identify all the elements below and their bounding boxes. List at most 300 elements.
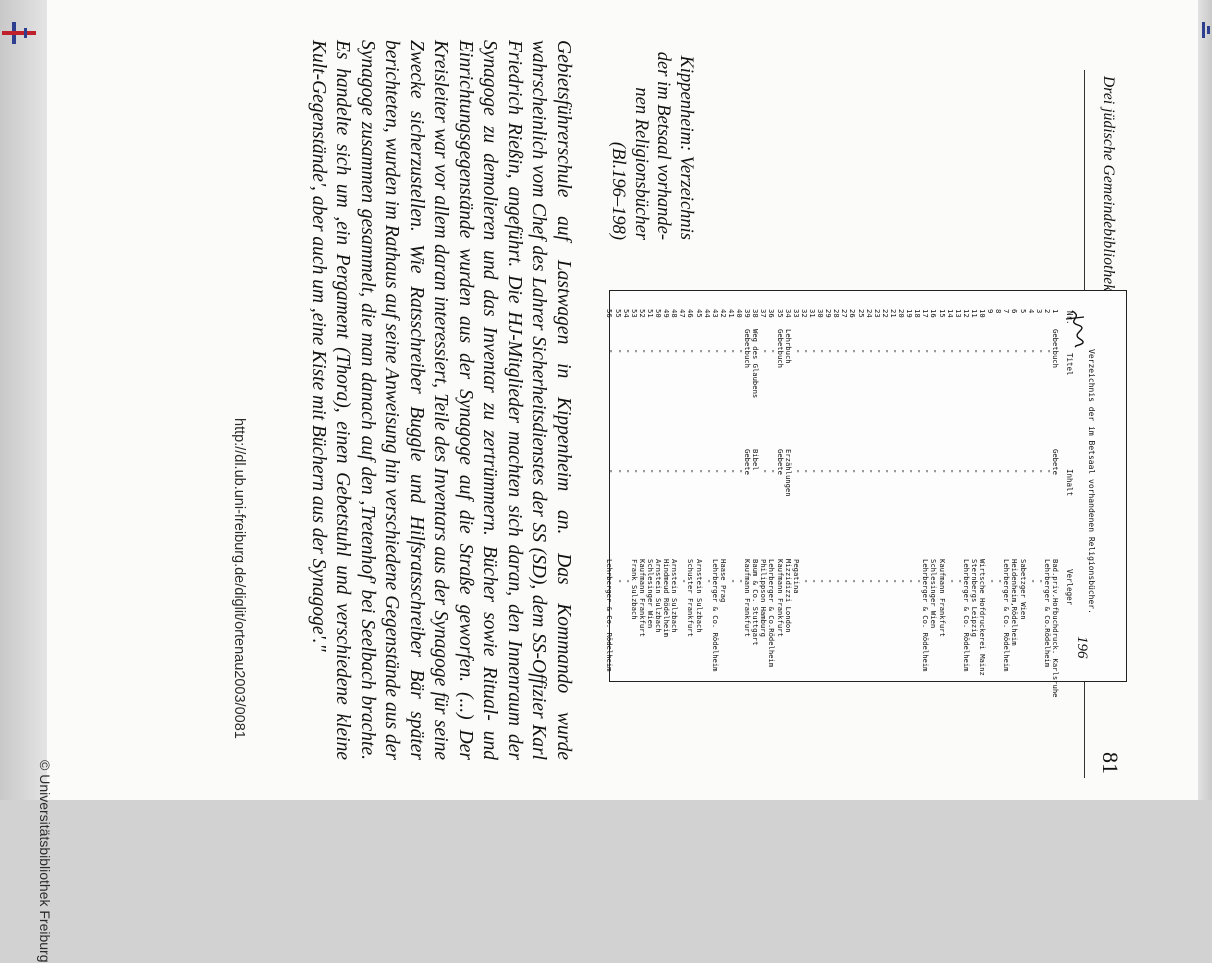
row-publisher: Baum & Co. Stuttgart	[751, 559, 761, 646]
caption-line: nen Religionsbücher	[631, 87, 651, 240]
row-number: 25	[856, 309, 866, 318]
list-row	[889, 291, 898, 681]
row-content: Gebete	[743, 449, 753, 475]
list-row	[783, 291, 792, 681]
row-content: "	[994, 469, 1004, 475]
list-row	[1018, 291, 1027, 681]
row-content: "	[929, 469, 939, 475]
row-publisher: Pegatina	[791, 559, 801, 594]
list-row	[848, 291, 857, 681]
list-row	[727, 291, 736, 681]
row-number: 6	[1010, 309, 1020, 314]
list-row	[735, 291, 744, 681]
row-publisher: "	[840, 579, 850, 585]
list-row	[605, 291, 614, 681]
row-publisher: "	[905, 579, 915, 585]
row-content: "	[848, 469, 858, 475]
row-content: "	[1002, 469, 1012, 475]
list-row	[824, 291, 833, 681]
row-content: "	[662, 469, 672, 475]
row-content: "	[986, 469, 996, 475]
row-number: 34	[783, 309, 793, 318]
list-row	[630, 291, 639, 681]
previous-page-icon[interactable]	[2, 22, 36, 46]
row-title: Gebetbuch	[1051, 329, 1060, 368]
row-publisher: "	[872, 579, 882, 585]
row-number: 28	[832, 309, 842, 318]
row-publisher: Arnstein Sulzbach	[670, 559, 680, 633]
list-row	[662, 291, 671, 681]
row-number: 39	[743, 309, 753, 318]
list-row	[881, 291, 890, 681]
row-publisher: Schlesinger Wien	[646, 559, 655, 629]
row-content: "	[759, 469, 769, 475]
row-number: 3	[1034, 309, 1044, 314]
row-number: 31	[808, 309, 817, 318]
list-row	[856, 291, 865, 681]
row-number: 50	[654, 309, 664, 318]
list-row	[937, 291, 946, 681]
row-publisher: "	[864, 579, 874, 585]
row-title: "	[856, 349, 866, 355]
row-content: "	[1026, 469, 1036, 475]
row-publisher: Lehrberger & Co. Rödelheim	[961, 559, 971, 672]
row-title: "	[678, 349, 688, 355]
list-row	[1026, 291, 1035, 681]
list-row	[808, 291, 817, 681]
page-number: 81	[1098, 752, 1123, 774]
row-title: "	[662, 349, 672, 355]
row-title: "	[929, 349, 939, 355]
row-content: "	[872, 469, 882, 475]
row-publisher: "	[1026, 579, 1036, 585]
row-title: "	[913, 349, 923, 355]
row-publisher: "	[808, 579, 817, 585]
row-title: "	[889, 349, 898, 355]
row-number: 23	[872, 309, 882, 318]
row-number: 51	[646, 309, 655, 318]
row-title: "	[970, 349, 979, 355]
row-content: "	[840, 469, 850, 475]
row-title: "	[1042, 349, 1052, 355]
row-title: "	[1002, 349, 1012, 355]
row-title: "	[621, 349, 631, 355]
row-number: 24	[864, 309, 874, 318]
copyright-notice: © Universitätsbibliothek Freiburg	[37, 760, 53, 963]
row-publisher: Philippson Hamburg	[759, 559, 769, 637]
list-row	[954, 291, 963, 681]
row-title: "	[864, 349, 874, 355]
row-publisher: Lehrberger & Co. Rödelheim	[1002, 559, 1012, 672]
row-publisher: "	[994, 579, 1004, 585]
row-title: "	[605, 349, 615, 355]
row-number: 56	[605, 309, 615, 318]
row-number: 41	[727, 309, 736, 318]
row-content: Gebete	[775, 449, 785, 475]
row-title: "	[872, 349, 882, 355]
row-number: 54	[621, 309, 631, 318]
row-content: "	[727, 469, 736, 475]
row-title: Weg des Glaubens	[751, 329, 761, 399]
facsimile-list	[605, 290, 1127, 698]
row-content: "	[654, 469, 664, 475]
body-paragraph: Gebietsführerschule auf Lastwagen in Kippenheim an. Das Kommando wurde wahrscheinlich vom Chef des Lahrer Sicherheitsdienstes der SS (SD), dem SS-Offizier Karl Friedrich Rießin, angeführt. Die HJ-Mitglieder machten sich daran, den Innenraum der Synagoge zu demolieren und das Inventar zu zertrümmern. Bücher sowie Ritual- und Einrichtungsgegenstände wurden aus der Synagoge auf die Straße geworfen. (...) Der Kreisleiter war vor allem daran interessiert, Teile des Inventars aus der Synagoge für seine Zwecke sicherzustellen. Wie Ratsschreiber Buggle und Hilfsratsschreiber Bär später berichteten, wurden im Rathaus auf seine Anweisung hin verschiedene Gegenstände aus der Synagoge zusammen gesammelt, die man danach auf den ,Tretenhof' bei Seelbach brachte. Es handelte sich um ,ein Pergament (Thora), einen Gebetstuhl und verschiedene kleine Kult-Gegenstände', aber auch um ,eine Kiste mit Büchern aus der Synagoge'."	[308, 40, 574, 760]
row-title: "	[994, 349, 1004, 355]
row-content: Bibel	[751, 449, 761, 471]
row-number: 9	[986, 309, 996, 314]
figure-caption	[607, 40, 697, 240]
row-content: "	[1010, 469, 1020, 475]
row-publisher: Wirtsche Hofdruckerei Mainz	[978, 559, 988, 676]
row-content: "	[856, 469, 866, 475]
row-content: "	[637, 469, 647, 475]
row-title: "	[727, 349, 736, 355]
row-content: "	[978, 469, 988, 475]
row-number: 22	[880, 309, 890, 318]
row-publisher: Kaufmann Frankfurt	[637, 559, 647, 637]
row-publisher: Lehrberger & Co.Rödelheim	[767, 559, 777, 668]
row-number: 8	[994, 309, 1004, 314]
row-publisher: Mizzidizzi London	[783, 559, 793, 633]
row-publisher: "	[913, 579, 923, 585]
row-title: "	[629, 349, 639, 355]
row-content: "	[670, 469, 680, 475]
row-publisher: Haase Prag	[718, 559, 728, 603]
list-row	[694, 291, 703, 681]
row-number: 13	[953, 309, 963, 318]
row-publisher: "	[856, 579, 866, 585]
row-title: "	[921, 349, 931, 355]
row-content: "	[702, 469, 712, 475]
row-title: "	[937, 349, 947, 355]
list-row	[1043, 291, 1052, 681]
row-content: "	[864, 469, 874, 475]
row-content: "	[880, 469, 890, 475]
row-publisher: "	[848, 579, 858, 585]
row-content: "	[629, 469, 639, 475]
row-title: "	[1026, 349, 1036, 355]
row-number: 2	[1042, 309, 1052, 314]
list-row	[962, 291, 971, 681]
caption-line: Kippenheim: Verzeichnis	[676, 55, 696, 240]
row-title: "	[808, 349, 817, 355]
row-publisher: "	[889, 579, 898, 585]
row-content: "	[799, 469, 809, 475]
row-title: "	[816, 349, 826, 355]
row-publisher: Schlesinger Wien	[929, 559, 939, 629]
list-row	[654, 291, 663, 681]
row-publisher: "	[953, 579, 963, 585]
row-publisher: "	[897, 579, 907, 585]
list-row	[678, 291, 687, 681]
row-publisher: Frank Sulzbach	[629, 559, 639, 620]
row-title: "	[767, 349, 777, 355]
row-publisher: "	[727, 579, 736, 585]
row-title: "	[637, 349, 647, 355]
row-content: "	[953, 469, 963, 475]
row-content: "	[686, 469, 696, 475]
row-number: 16	[929, 309, 939, 318]
row-content: "	[905, 469, 915, 475]
row-number: 30	[816, 309, 826, 318]
row-title: "	[710, 349, 720, 355]
row-content: "	[937, 469, 947, 475]
row-title: "	[848, 349, 858, 355]
row-title: "	[686, 349, 696, 355]
list-row	[702, 291, 711, 681]
caption-line: der im Betsaal vorhande-	[653, 51, 674, 240]
row-content: Gebete	[1051, 449, 1060, 475]
row-number: 11	[970, 309, 979, 318]
row-number: 26	[848, 309, 858, 318]
row-number: 14	[945, 309, 955, 318]
row-publisher: Kaufmann Frankfurt	[775, 559, 785, 637]
row-content: "	[1034, 469, 1044, 475]
row-publisher: "	[880, 579, 890, 585]
list-row	[751, 291, 760, 681]
row-number: 4	[1026, 309, 1036, 314]
row-content: "	[889, 469, 898, 475]
row-content: "	[613, 469, 623, 475]
list-row	[840, 291, 849, 681]
row-publisher: "	[986, 579, 996, 585]
row-content: "	[694, 469, 704, 475]
list-row	[832, 291, 841, 681]
list-row	[792, 291, 801, 681]
row-number: 55	[613, 309, 623, 318]
row-publisher: Lehrberger & Co.Rödelheim	[1042, 559, 1052, 668]
row-title: "	[654, 349, 664, 355]
row-title: "	[961, 349, 971, 355]
row-content: "	[1018, 469, 1028, 475]
list-row	[711, 291, 720, 681]
row-number: 37	[759, 309, 769, 318]
row-publisher: Sternbergs Leipzig	[970, 559, 979, 637]
row-content: "	[832, 469, 842, 475]
row-publisher: "	[824, 579, 834, 585]
row-number: 36	[767, 309, 777, 318]
row-title: "	[897, 349, 907, 355]
list-row	[800, 291, 809, 681]
row-content: "	[816, 469, 826, 475]
list-row	[621, 291, 630, 681]
rotated-page-content	[71, 24, 1131, 784]
scanned-page	[37, 0, 1198, 963]
row-publisher: Hindmeud Rödelheim	[662, 559, 672, 637]
row-number: 32	[799, 309, 809, 318]
row-title: Gebetbuch	[743, 329, 753, 368]
row-title: "	[1010, 349, 1020, 355]
caption-line: (Bl.196–198)	[608, 141, 629, 240]
row-publisher: Lehrberger & Co. Rödelheim	[710, 559, 720, 672]
viewer-left-strip	[0, 0, 47, 800]
row-content: "	[961, 469, 971, 475]
list-row	[638, 291, 647, 681]
row-content: "	[735, 469, 745, 475]
list-row	[986, 291, 995, 681]
row-title: "	[791, 349, 801, 355]
row-number: 12	[961, 309, 971, 318]
row-publisher: Bad.priv.Hofbuchdruck. Karlsruhe	[1051, 559, 1060, 698]
row-number: 46	[686, 309, 696, 318]
row-number: 44	[702, 309, 712, 318]
viewer-right-strip	[1198, 0, 1212, 800]
list-row	[921, 291, 930, 681]
row-publisher: Lehrberger & Co. Rödelheim	[605, 559, 615, 672]
row-title: "	[832, 349, 842, 355]
row-title: "	[694, 349, 704, 355]
row-title: "	[718, 349, 728, 355]
list-row	[719, 291, 728, 681]
list-row	[864, 291, 873, 681]
row-number: 15	[937, 309, 947, 318]
row-content: "	[1042, 469, 1052, 475]
list-row	[767, 291, 776, 681]
row-number: 1	[1051, 309, 1060, 314]
row-publisher: Arnstein Sulzbach	[694, 559, 704, 633]
row-publisher: Arnstein Sulzbach	[654, 559, 664, 633]
row-content: "	[897, 469, 907, 475]
row-number: 38	[751, 309, 761, 318]
row-number: 33	[791, 309, 801, 318]
row-title: "	[799, 349, 809, 355]
row-title: "	[759, 349, 769, 355]
list-row	[994, 291, 1003, 681]
row-title: Gebetbuch	[775, 329, 785, 368]
row-title: "	[702, 349, 712, 355]
list-row	[743, 291, 752, 681]
list-row	[1035, 291, 1044, 681]
row-content: "	[970, 469, 979, 475]
row-number: 7	[1002, 309, 1012, 314]
row-number: 47	[678, 309, 688, 318]
row-content: "	[921, 469, 931, 475]
row-content: "	[808, 469, 817, 475]
row-publisher: "	[1034, 579, 1044, 585]
list-row	[1010, 291, 1019, 681]
column-header-nr: Nr.	[1065, 311, 1074, 325]
row-number: 42	[718, 309, 728, 318]
list-row	[775, 291, 784, 681]
row-content: "	[913, 469, 923, 475]
row-publisher: "	[621, 579, 631, 585]
row-number: 52	[637, 309, 647, 318]
row-content: Erzählungen	[783, 449, 793, 497]
row-number: 19	[905, 309, 915, 318]
column-header-title: Titel	[1065, 353, 1074, 376]
list-row	[945, 291, 954, 681]
row-number: 5	[1018, 309, 1028, 314]
list-row	[613, 291, 622, 681]
row-title: "	[840, 349, 850, 355]
row-title: "	[905, 349, 915, 355]
row-publisher: "	[816, 579, 826, 585]
row-content: "	[646, 469, 655, 475]
list-heading: Verzeichnis der im Betsaal vorhandenen Religionsbücher.	[1087, 349, 1096, 614]
row-publisher: Schuster Frankfurt	[686, 559, 696, 637]
list-row	[686, 291, 695, 681]
row-title: "	[986, 349, 996, 355]
row-publisher: "	[613, 579, 623, 585]
body-text	[306, 40, 576, 760]
list-row	[905, 291, 914, 681]
row-content: "	[767, 469, 777, 475]
row-content: "	[791, 469, 801, 475]
row-title: "	[646, 349, 655, 355]
row-number: 43	[710, 309, 720, 318]
row-title: "	[1034, 349, 1044, 355]
row-title: "	[880, 349, 890, 355]
list-row	[929, 291, 938, 681]
list-row	[646, 291, 655, 681]
row-number: 10	[978, 309, 988, 318]
row-number: 17	[921, 309, 931, 318]
row-title: "	[613, 349, 623, 355]
list-row	[970, 291, 979, 681]
row-number: 49	[662, 309, 672, 318]
list-row	[978, 291, 987, 681]
row-publisher: "	[945, 579, 955, 585]
row-content: "	[718, 469, 728, 475]
list-row	[873, 291, 882, 681]
row-number: 35	[775, 309, 785, 318]
row-number: 53	[629, 309, 639, 318]
column-header-content: Inhalt	[1065, 469, 1074, 497]
row-title: "	[670, 349, 680, 355]
row-title: "	[978, 349, 988, 355]
row-publisher: Kaufmann Frankfurt	[937, 559, 947, 637]
row-content: "	[710, 469, 720, 475]
row-publisher: "	[799, 579, 809, 585]
row-title: "	[953, 349, 963, 355]
row-title: "	[945, 349, 955, 355]
next-page-icon[interactable]	[1200, 22, 1210, 40]
list-page-mark: 196	[1074, 636, 1090, 659]
row-content: "	[621, 469, 631, 475]
source-url[interactable]: http://dl.ub.uni-freiburg.de/diglit/ortenau2003/0081	[231, 418, 247, 739]
row-number: 40	[735, 309, 745, 318]
row-content: "	[605, 469, 615, 475]
row-publisher: "	[735, 579, 745, 585]
row-number: 18	[913, 309, 923, 318]
row-content: "	[824, 469, 834, 475]
row-content: "	[945, 469, 955, 475]
list-row	[1051, 291, 1060, 698]
row-title: "	[735, 349, 745, 355]
row-number: 29	[824, 309, 834, 318]
list-row	[759, 291, 768, 681]
list-row	[897, 291, 906, 681]
list-row	[816, 291, 825, 681]
row-title: "	[824, 349, 834, 355]
row-content: "	[678, 469, 688, 475]
row-publisher: Kaufmann Frankfurt	[743, 559, 753, 637]
row-number: 48	[670, 309, 680, 318]
row-publisher: Sabetzger Wien	[1018, 559, 1028, 620]
row-publisher: "	[702, 579, 712, 585]
row-number: 45	[694, 309, 704, 318]
row-publisher: Lehrberger & Co. Rödelheim	[921, 559, 931, 672]
column-header-publisher: Verleger	[1065, 569, 1074, 606]
list-row	[913, 291, 922, 681]
list-row	[670, 291, 679, 681]
row-title: "	[1018, 349, 1028, 355]
row-number: 21	[889, 309, 898, 318]
row-publisher: "	[832, 579, 842, 585]
row-number: 27	[840, 309, 850, 318]
row-publisher: Heidenheim,Rödelheim	[1010, 559, 1020, 646]
row-title: Lehrbuch	[783, 329, 793, 364]
